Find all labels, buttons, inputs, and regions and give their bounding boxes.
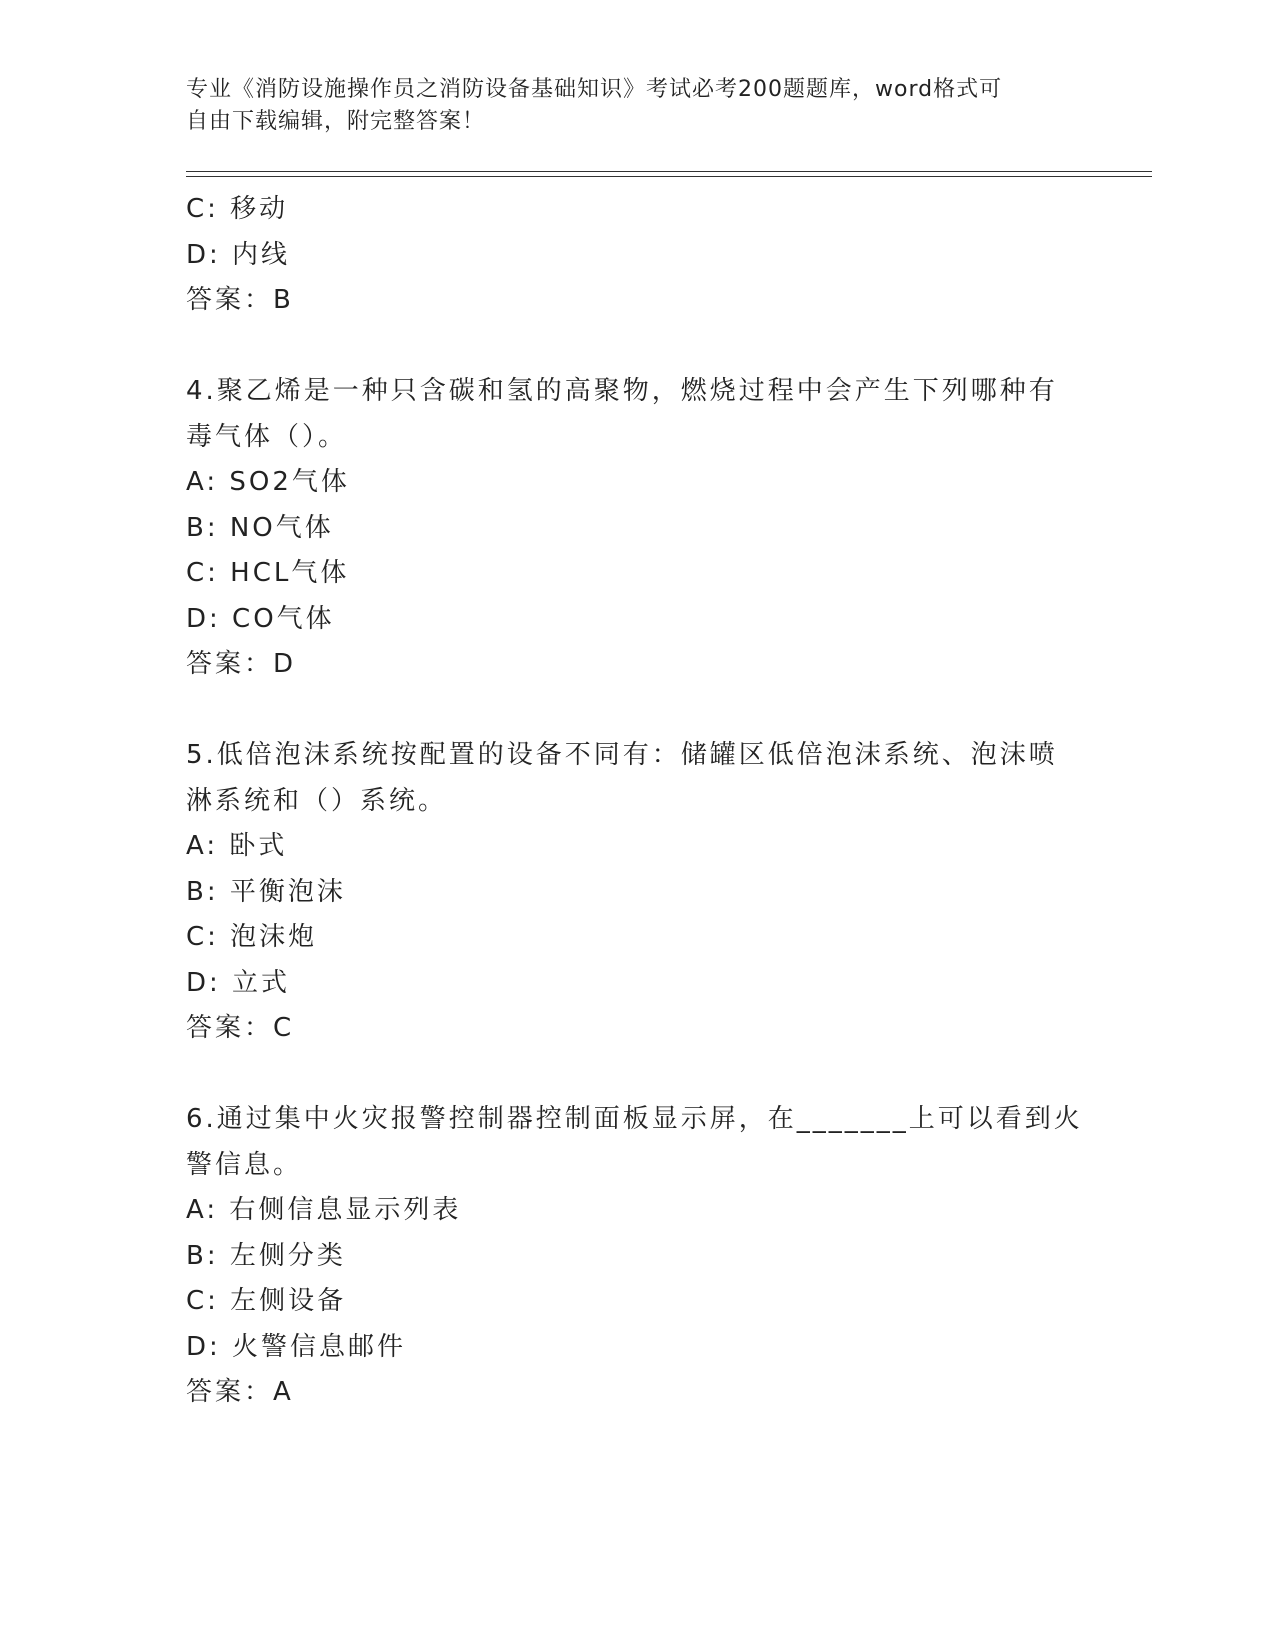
question-stem: 4.聚乙烯是一种只含碳和氢的高聚物，燃烧过程中会产生下列哪种有 (186, 376, 1058, 406)
question-content (186, 187, 1086, 1416)
question-stem-continued: 淋系统和（）系统。 (186, 785, 448, 816)
question-stem-continued: 警信息。 (186, 1149, 303, 1180)
question-4 (186, 369, 1086, 688)
answer-line: 答案：A (186, 1377, 294, 1407)
header-line-1: 专业《消防设施操作员之消防设备基础知识》考试必考200题题库，word格式可 (186, 77, 1003, 102)
spacer (186, 324, 1086, 370)
option-d: D: 立式 (186, 967, 291, 998)
header-rule-bottom (186, 176, 1152, 177)
option-c: C: HCL气体 (186, 558, 350, 588)
option-d: D: 火警信息邮件 (186, 1331, 407, 1362)
question-stem-continued: 毒气体（）。 (186, 421, 348, 452)
option-a: A: 卧式 (186, 831, 288, 861)
option-b: B: 平衡泡沫 (186, 876, 346, 907)
option-c: C: 左侧设备 (186, 1286, 347, 1316)
option-b: B: NO气体 (186, 512, 334, 543)
answer-line: 答案：D (186, 649, 297, 679)
previous-question-tail (186, 187, 1086, 324)
question-6 (186, 1097, 1086, 1416)
question-5 (186, 733, 1086, 1052)
question-stem: 5.低倍泡沫系统按配置的设备不同有：储罐区低倍泡沫系统、泡沫喷 (186, 740, 1058, 770)
page-header (186, 74, 1066, 138)
option-b: B: 左侧分类 (186, 1240, 346, 1271)
answer-line: 答案：B (186, 285, 294, 315)
option-c: C: 泡沫炮 (186, 922, 318, 952)
option-c: C: 移动 (186, 194, 289, 224)
option-d: D: 内线 (186, 239, 291, 270)
option-d: D: CO气体 (186, 603, 335, 634)
header-line-2: 自由下载编辑，附完整答案！ (186, 109, 486, 134)
answer-line: 答案：C (186, 1013, 295, 1043)
option-a: A: 右侧信息显示列表 (186, 1195, 462, 1225)
question-stem: 6.通过集中火灾报警控制器控制面板显示屏，在_______上可以看到火 (186, 1104, 1083, 1134)
spacer (186, 1052, 1086, 1098)
option-a: A: SO2气体 (186, 467, 350, 497)
spacer (186, 688, 1086, 734)
header-rule-top (186, 171, 1152, 172)
